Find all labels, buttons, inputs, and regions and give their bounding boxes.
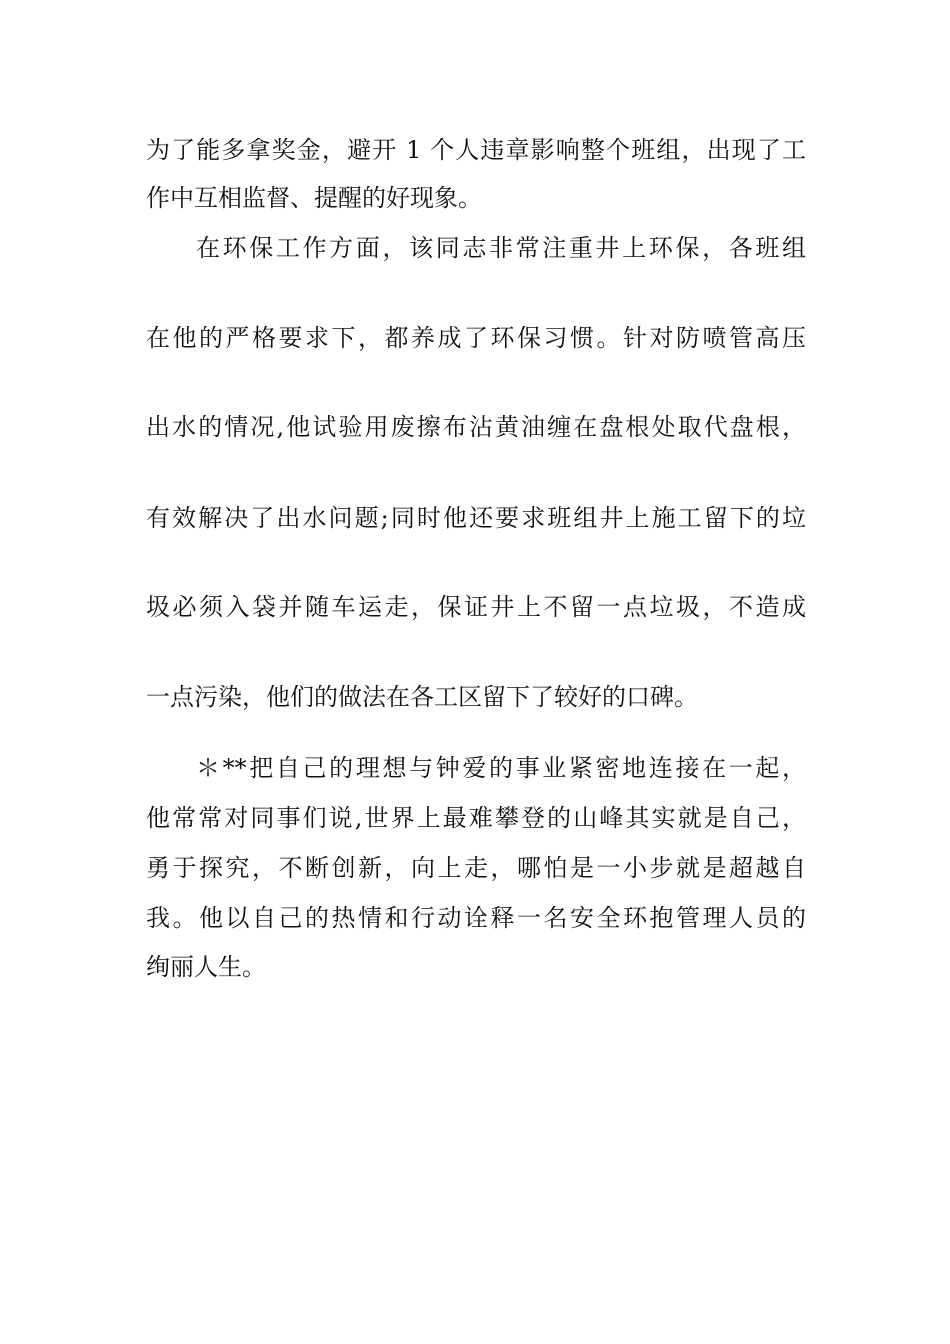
paragraph-2-line-4: 有效解决了出水问题;同时他还要求班组井上施工留下的垃 bbox=[146, 504, 806, 532]
paragraph-2-line-1: 在环保工作方面，该同志非常注重井上环保，各班组 bbox=[196, 234, 806, 262]
paragraph-3-line-2: 他常常对同事们说,世界上最难攀登的山峰其实就是自己， bbox=[146, 804, 806, 832]
paragraph-1-line-1: 为了能多拿奖金，避开 1 个人违章影响整个班组，出现了工 bbox=[146, 136, 806, 164]
paragraph-2-line-2: 在他的严格要求下，都养成了环保习惯。针对防喷管高压 bbox=[146, 324, 806, 352]
paragraph-2-line-3: 出水的情况,他试验用废擦布沾黄油缠在盘根处取代盘根， bbox=[146, 413, 806, 441]
paragraph-3-line-5: 绚丽人生。 bbox=[146, 953, 266, 981]
paragraph-1-line-2: 作中互相监督、提醒的好现象。 bbox=[146, 184, 482, 212]
paragraph-2-line-5: 圾必须入袋并随车运走，保证井上不留一点垃圾，不造成 bbox=[146, 593, 806, 621]
paragraph-3-line-1: ＊**把自己的理想与钟爱的事业紧密地连接在一起， bbox=[196, 754, 806, 782]
paragraph-2-line-6: 一点污染，他们的做法在各工区留下了较好的口碑。 bbox=[146, 683, 698, 711]
paragraph-3-line-3: 勇于探究，不断创新，向上走，哪怕是一小步就是超越自 bbox=[146, 854, 806, 882]
paragraph-3-line-4: 我。他以自己的热情和行动诠释一名安全环抱管理人员的 bbox=[146, 904, 806, 932]
